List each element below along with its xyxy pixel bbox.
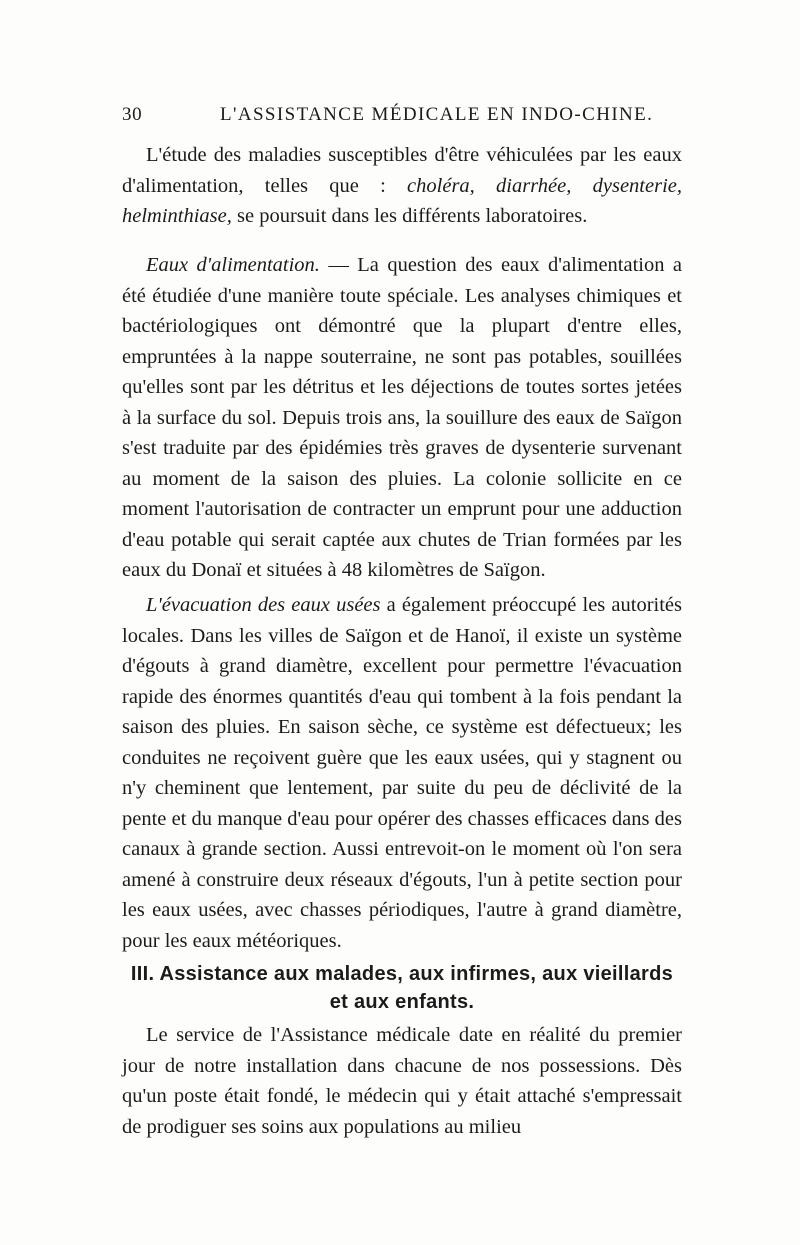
section-heading: III. Assistance aux malades, aux infirmes, aux vieillards et aux enfants. [130, 963, 674, 1013]
paragraph-text: a également préoccupé les autorités locales. Dans les villes de Saïgon et de Hanoï, il existe un système d'égouts à grand diamètre, excellent pour permettre l'évacuation rapide des énormes quantités d'eau qui tombent à la fois pendant la saison des pluies. En saison sèche, ce système est défectueux; les conduites ne reçoivent guère que les eaux usées, qui y stagnent ou n'y cheminent que lentement, par suite du peu de déclivité de la pente et du manque d'eau pour opérer des chasses efficaces dans des canaux à grande section. Aussi entrevoit-on le moment où l'on sera amené à construire deux réseaux d'égouts, l'un à petite section pour les eaux usées, avec chasses périodiques, l'autre à grand diamètre, pour les eaux météoriques. [122, 594, 682, 952]
page-number: 30 [122, 104, 143, 125]
paragraph-drinking-water [122, 250, 682, 586]
paragraph-lead-italic: L'évacuation des eaux usées [146, 594, 381, 616]
paragraph-text: L'étude des maladies susceptibles d'être véhiculées par les eaux d'alimentation, telles que : [122, 144, 682, 197]
paragraph-text: — La question des eaux d'alimentation a été étudiée d'une manière toute spéciale. Les analyses chimiques et bactériologiques ont démontré que la plupart d'entre elles, empruntées à la nappe souterraine, ne sont pas potables, souillées qu'elles sont par les détritus et les déjections de toutes sortes jetées à la surface du sol. Depuis trois ans, la souillure des eaux de Saïgon s'est traduite par des épidémies très graves de dysenterie survenant au moment de la saison des pluies. La colonie sollicite en ce moment l'autorisation de contracter un emprunt pour une adduction d'eau potable qui serait captée aux chutes de Trian formées par les eaux du Donaï et situées à 48 kilomètres de Saïgon. [122, 254, 682, 581]
paragraph-waste-water [122, 590, 682, 956]
running-head [122, 104, 682, 132]
running-title: L'ASSISTANCE MÉDICALE EN INDO-CHINE. [220, 104, 654, 125]
paragraph-text: se poursuit dans les différents laboratoires. [231, 205, 588, 227]
italic-text: choléra, diarrhée, dysenterie, helminthiase, [122, 174, 682, 227]
paragraph-water-diseases [122, 140, 682, 232]
paragraph-medical-service [122, 1020, 682, 1142]
paragraph-text: Le service de l'Assistance médicale date en réalité du premier jour de notre installation dans chacune de nos possessions. Dès qu'un poste était fondé, le médecin qui y était attaché s'empressait de prodiguer ses soins aux populations au milieu [122, 1024, 682, 1138]
paragraph-lead-italic: Eaux d'alimentation. [146, 254, 320, 276]
